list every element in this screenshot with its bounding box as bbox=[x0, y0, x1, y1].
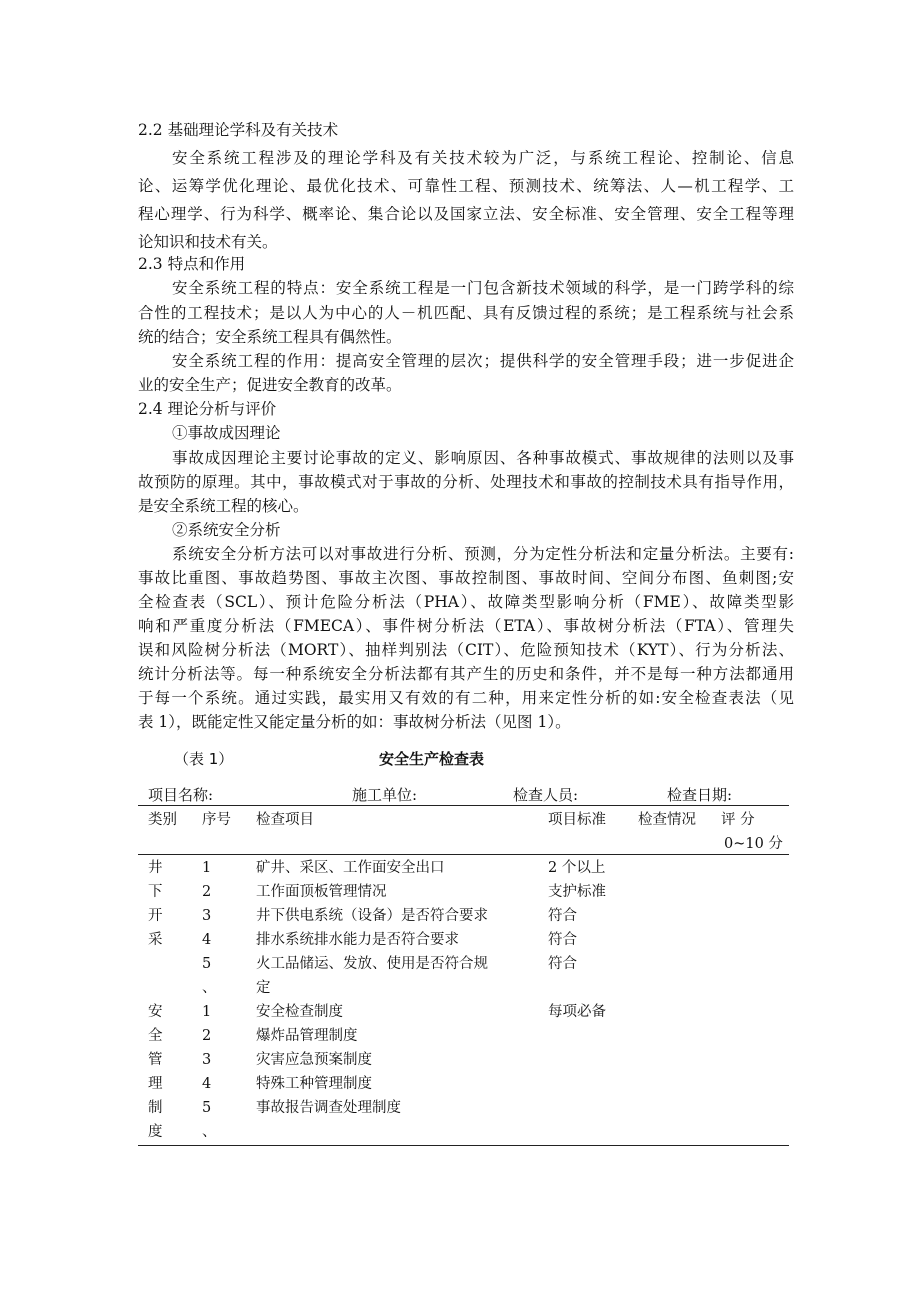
row-seq: 5 bbox=[202, 1100, 212, 1116]
category-char: 度 bbox=[148, 1124, 163, 1140]
paragraph-line: 合性的工程技术；是以人为中心的人－机匹配、具有反馈过程的系统；是工程系统与社会系 bbox=[138, 304, 794, 322]
subsection-heading: ①事故成因理论 bbox=[172, 424, 281, 442]
meta-inspector-label: 检查人员: bbox=[513, 786, 579, 804]
header-standard: 项目标准 bbox=[548, 812, 606, 828]
paragraph-line: 系统安全分析方法可以对事故进行分析、预测，分为定性分析法和定量分析法。主要有: bbox=[172, 545, 794, 563]
category-char: 安 bbox=[148, 1004, 163, 1020]
row-seq: 5 bbox=[202, 956, 212, 972]
row-seq: 4 bbox=[202, 1076, 212, 1092]
row-standard: 2 个以上 bbox=[548, 860, 606, 876]
row-seq: 2 bbox=[202, 884, 212, 900]
category-char: 理 bbox=[148, 1076, 163, 1092]
header-category: 类别 bbox=[148, 812, 177, 828]
row-item-continuation: 定 bbox=[256, 980, 271, 996]
paragraph-line: 事故比重图、事故趋势图、事故主次图、事故控制图、事故时间、空间分布图、鱼刺图;安 bbox=[138, 569, 794, 587]
meta-unit-label: 施工单位: bbox=[352, 786, 418, 804]
header-item: 检查项目 bbox=[256, 812, 314, 828]
category-char: 管 bbox=[148, 1052, 163, 1068]
row-seq: 3 bbox=[202, 908, 212, 924]
paragraph-line: 论知识和技术有关。 bbox=[138, 233, 278, 251]
section-2-2-heading: 2.2 基础理论学科及有关技术 bbox=[138, 121, 339, 139]
category-char: 开 bbox=[148, 908, 163, 924]
paragraph-line: 安全系统工程的作用：提高安全管理的层次；提供科学的安全管理手段；进一步促进企 bbox=[172, 352, 794, 370]
category-char: 全 bbox=[148, 1028, 163, 1044]
table-title: 安全生产检查表 bbox=[379, 750, 485, 768]
row-item: 工作面顶板管理情况 bbox=[256, 884, 387, 900]
section-2-3-heading: 2.3 特点和作用 bbox=[138, 255, 246, 273]
row-item: 事故报告调查处理制度 bbox=[256, 1100, 401, 1116]
paragraph-line: 事故成因理论主要讨论事故的定义、影响原因、各种事故模式、事故规律的法则以及事 bbox=[172, 449, 794, 467]
row-seq: 1 bbox=[202, 860, 212, 876]
row-item: 爆炸品管理制度 bbox=[256, 1028, 358, 1044]
header-score: 评 分 bbox=[721, 812, 755, 828]
paragraph-line: 故预防的原理。其中，事故模式对于事故的分析、处理技术和事故的控制技术具有指导作用， bbox=[138, 473, 794, 491]
paragraph-line: 误和风险树分析法（MORT）、抽样判别法（CIT）、危险预知技术（KYT）、行为分析法、 bbox=[138, 641, 794, 659]
paragraph-line: 全检查表（SCL）、预计危险分析法（PHA）、故障类型影响分析（FME）、故障类型影 bbox=[138, 593, 794, 611]
row-standard: 支护标准 bbox=[548, 884, 606, 900]
row-item: 矿井、采区、工作面安全出口 bbox=[256, 860, 445, 876]
section-2-4-heading: 2.4 理论分析与评价 bbox=[138, 400, 277, 418]
row-item: 特殊工种管理制度 bbox=[256, 1076, 372, 1092]
paragraph-line: 业的安全生产；促进安全教育的改革。 bbox=[138, 376, 402, 394]
table-bottom-rule bbox=[138, 1145, 789, 1146]
row-item: 井下供电系统（设备）是否符合要求 bbox=[256, 908, 488, 924]
paragraph-line: 于每一个系统。通过实践，最实用又有效的有二种，用来定性分析的如:安全检查表法（见 bbox=[138, 689, 794, 707]
category-char: 下 bbox=[148, 884, 163, 900]
row-standard: 符合 bbox=[548, 908, 577, 924]
category-char: 井 bbox=[148, 860, 163, 876]
table-number: （表 1） bbox=[174, 750, 234, 768]
row-item: 安全检查制度 bbox=[256, 1004, 343, 1020]
row-seq: 2 bbox=[202, 1028, 212, 1044]
row-seq: 1 bbox=[202, 1004, 212, 1020]
row-standard: 符合 bbox=[548, 956, 577, 972]
paragraph-line: 统的结合；安全系统工程具有偶然性。 bbox=[138, 328, 402, 346]
header-score-range: 0~10 分 bbox=[724, 836, 783, 852]
paragraph-line: 安全系统工程的特点：安全系统工程是一门包含新技术领域的科学，是一门跨学科的综 bbox=[172, 279, 794, 297]
row-item: 灾害应急预案制度 bbox=[256, 1052, 372, 1068]
row-seq-suffix: 、 bbox=[202, 980, 217, 996]
row-standard: 每项必备 bbox=[548, 1004, 606, 1020]
header-status: 检查情况 bbox=[638, 812, 696, 828]
row-seq: 3 bbox=[202, 1052, 212, 1068]
meta-project-label: 项目名称: bbox=[148, 786, 214, 804]
row-item: 排水系统排水能力是否符合要求 bbox=[256, 932, 459, 948]
subsection-heading: ②系统安全分析 bbox=[172, 521, 281, 539]
meta-date-label: 检查日期: bbox=[667, 786, 733, 804]
category-char: 制 bbox=[148, 1100, 163, 1116]
table-top-rule bbox=[138, 805, 789, 806]
paragraph-line: 表 1），既能定性又能定量分析的如：事故树分析法（见图 1）。 bbox=[138, 713, 571, 731]
paragraph-line: 安全系统工程涉及的理论学科及有关技术较为广泛，与系统工程论、控制论、信息 bbox=[172, 149, 794, 167]
row-standard: 符合 bbox=[548, 932, 577, 948]
row-item: 火工品储运、发放、使用是否符合规 bbox=[256, 956, 488, 972]
header-seq: 序号 bbox=[202, 812, 231, 828]
row-seq: 4 bbox=[202, 932, 212, 948]
category-char: 采 bbox=[148, 932, 163, 948]
paragraph-line: 是安全系统工程的核心。 bbox=[138, 497, 309, 515]
row-seq-suffix: 、 bbox=[202, 1124, 217, 1140]
header-bottom-rule bbox=[138, 854, 789, 855]
paragraph-line: 论、运筹学优化理论、最优化技术、可靠性工程、预测技术、统筹法、人—机工程学、工 bbox=[138, 177, 794, 195]
paragraph-line: 响和严重度分析法（FMECA）、事件树分析法（ETA）、事故树分析法（FTA）、管理失 bbox=[138, 617, 794, 635]
paragraph-line: 程心理学、行为科学、概率论、集合论以及国家立法、安全标准、安全管理、安全工程等理 bbox=[138, 205, 794, 223]
paragraph-line: 统计分析法等。每一种系统安全分析法都有其产生的历史和条件，并不是每一种方法都通用 bbox=[138, 665, 794, 683]
